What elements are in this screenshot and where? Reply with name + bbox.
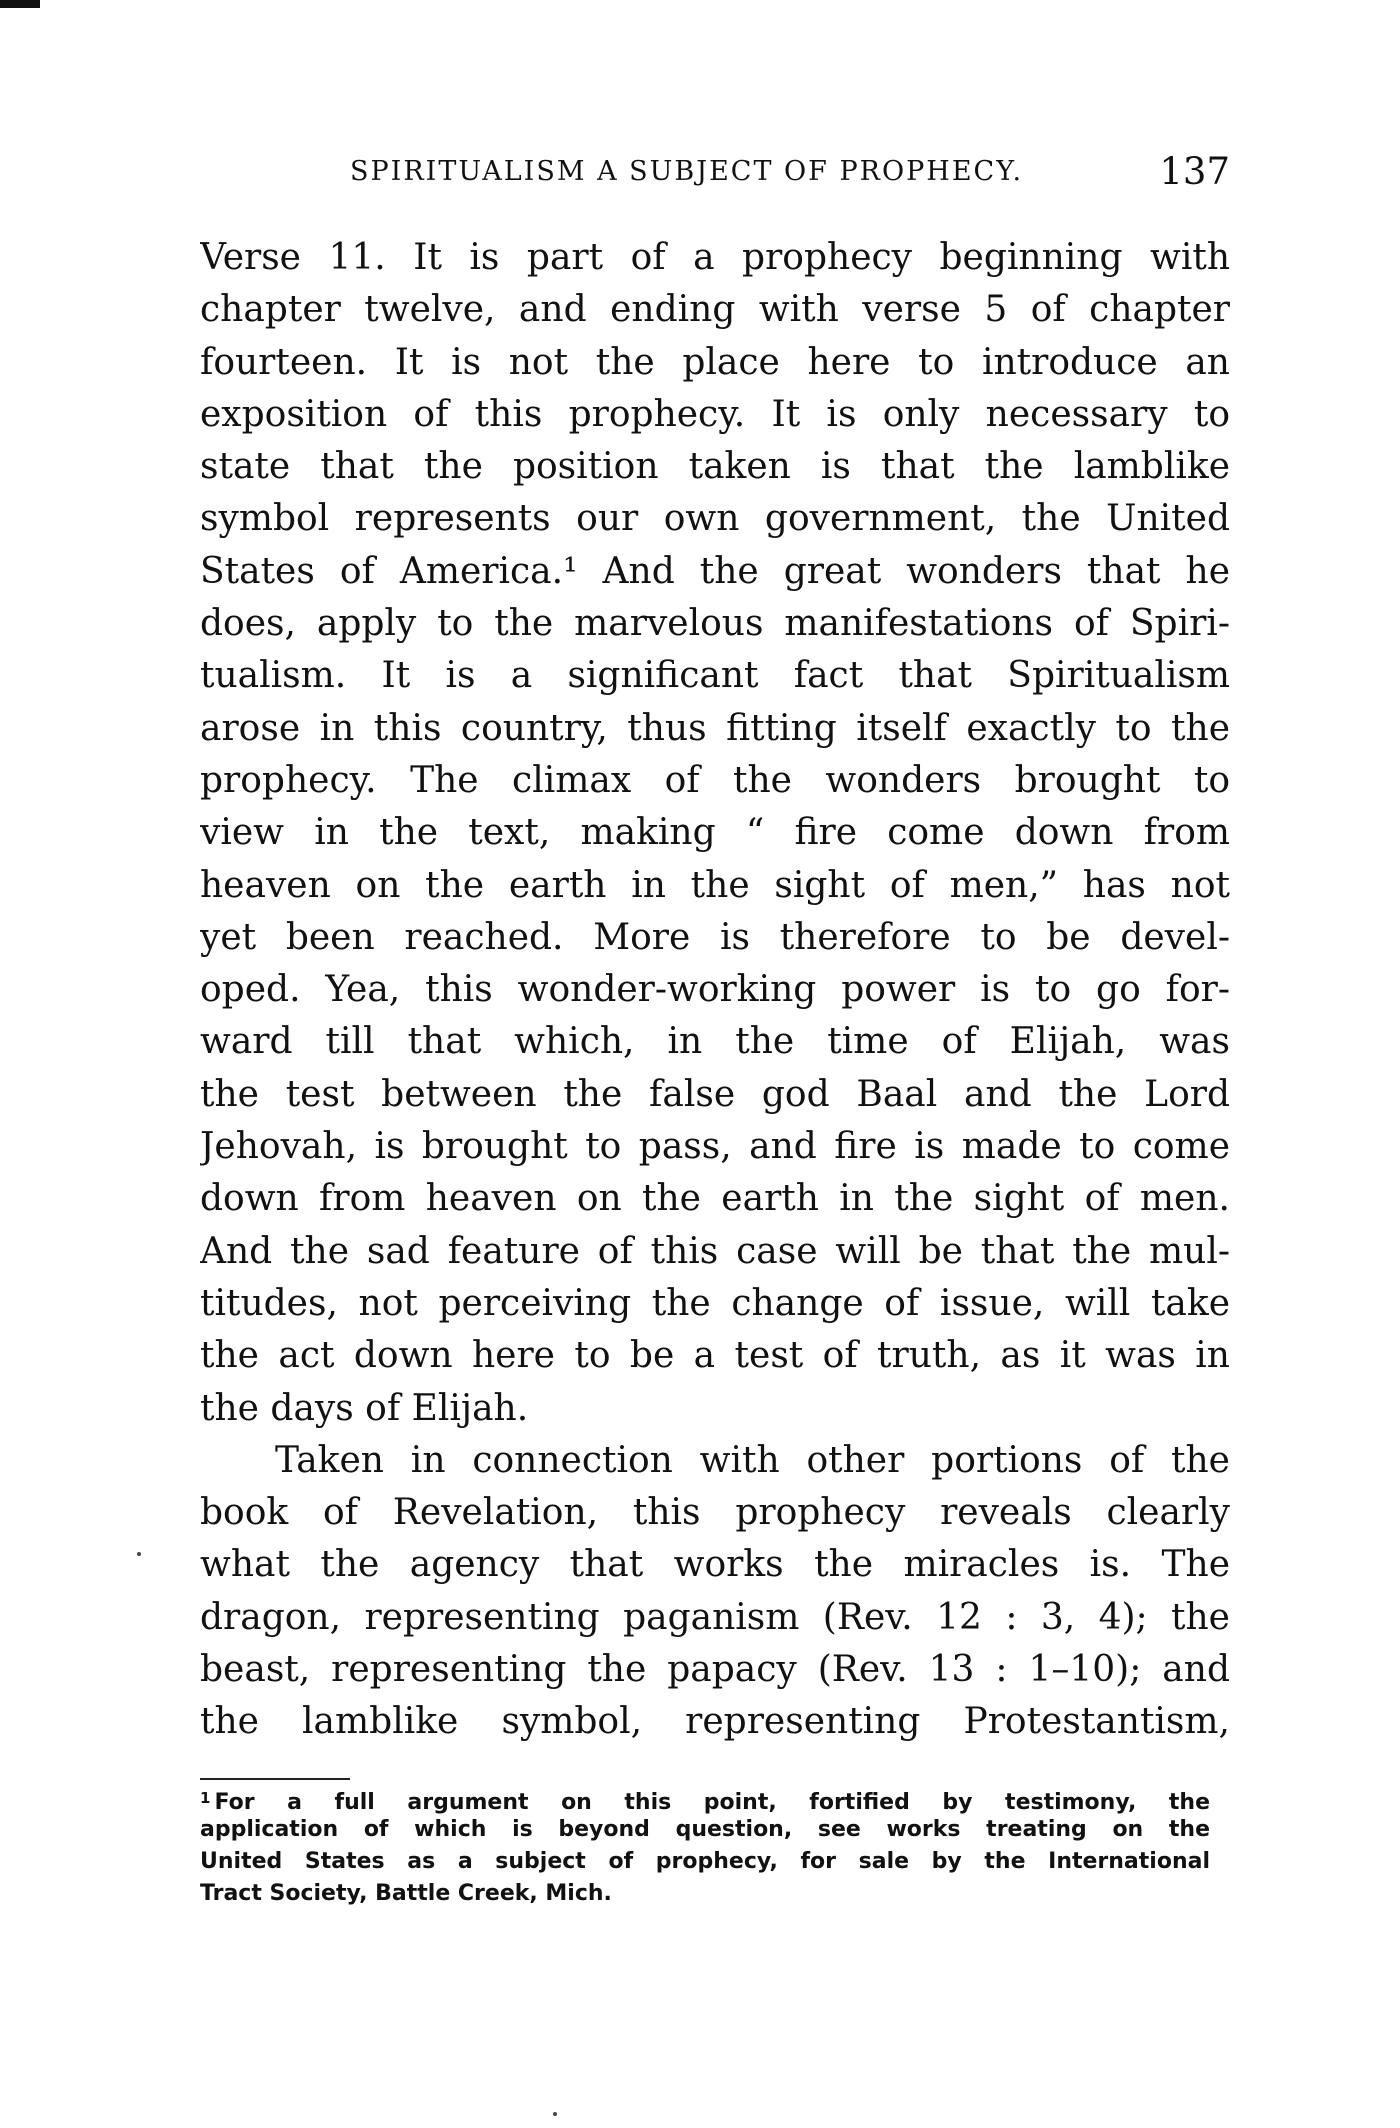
text-line: And the sad feature of this case will be that the mul- xyxy=(200,1230,1230,1272)
text-line: oped. Yea, this wonder-working power is to go for- xyxy=(200,969,1230,1011)
text-line: heaven on the earth in the sight of men,” has not xyxy=(200,864,1230,906)
page-header xyxy=(350,150,1230,196)
text-line: yet been reached. More is therefore to be devel- xyxy=(200,916,1230,958)
scan-corner-mark xyxy=(0,0,40,8)
text-line: chapter twelve, and ending with verse 5 of chapter xyxy=(200,289,1230,331)
footnote-line: application of which is beyond question, see works treating on the xyxy=(200,1817,1210,1842)
text-line: tualism. It is a significant fact that Spiritualism xyxy=(200,655,1230,697)
text-line: the test between the false god Baal and the Lord xyxy=(200,1073,1230,1115)
text-line: the lamblike symbol, representing Protestantism, xyxy=(200,1701,1230,1743)
paragraph-end-line: the days of Elijah. xyxy=(200,1387,529,1429)
text-line: symbol represents our own government, the United xyxy=(200,498,1230,540)
text-line: ward till that which, in the time of Elijah, was xyxy=(200,1021,1230,1063)
text-line: does, apply to the marvelous manifestations of Spiri- xyxy=(200,603,1230,645)
text-line: dragon, representing paganism (Rev. 12 : 3, 4); the xyxy=(200,1596,1230,1638)
page-number: 137 xyxy=(1159,150,1230,193)
footnote-rule xyxy=(200,1778,350,1780)
footnote-line: United States as a subject of prophecy, for sale by the International xyxy=(200,1849,1210,1874)
text-line: down from heaven on the earth in the sight of men. xyxy=(200,1178,1230,1220)
text-line: exposition of this prophecy. It is only necessary to xyxy=(200,393,1230,435)
footnote-marker: 1 xyxy=(200,1789,211,1807)
text-line: what the agency that works the miracles is. The xyxy=(200,1544,1230,1586)
text-line: Jehovah, is brought to pass, and fire is made to come xyxy=(200,1126,1230,1168)
footnote xyxy=(200,1782,1210,1910)
footnote-line: Tract Society, Battle Creek, Mich. xyxy=(200,1881,612,1906)
text-line: book of Revelation, this prophecy reveals clearly xyxy=(200,1492,1230,1534)
text-line: Verse 11. It is part of a prophecy beginning with xyxy=(200,237,1230,278)
text-line: States of America.¹ And the great wonders that he xyxy=(200,550,1230,592)
text-line: prophecy. The climax of the wonders brought to xyxy=(200,759,1230,801)
text-line: arose in this country, thus fitting itself exactly to the xyxy=(200,707,1230,749)
text-line: the act down here to be a test of truth, as it was in xyxy=(200,1335,1230,1377)
text-line: view in the text, making “ fire come down from xyxy=(200,812,1230,854)
paragraph-start-line: Taken in connection with other portions of the xyxy=(275,1439,1230,1481)
body-text xyxy=(200,232,1230,1749)
footnote-line xyxy=(200,1782,1210,1814)
text-line: titudes, not perceiving the change of issue, will take xyxy=(200,1282,1230,1324)
running-title: SPIRITUALISM A SUBJECT OF PROPHECY. xyxy=(350,156,1024,187)
text-line: fourteen. It is not the place here to introduce an xyxy=(200,341,1230,383)
text-line: state that the position taken is that the lamblike xyxy=(200,446,1230,488)
text-line: beast, representing the papacy (Rev. 13 : 1–10); and xyxy=(200,1649,1230,1691)
footnote-line-text: For a full argument on this point, fortified by testimony, the xyxy=(214,1790,1210,1814)
scan-speck xyxy=(553,2112,557,2116)
scan-speck xyxy=(137,1552,141,1556)
